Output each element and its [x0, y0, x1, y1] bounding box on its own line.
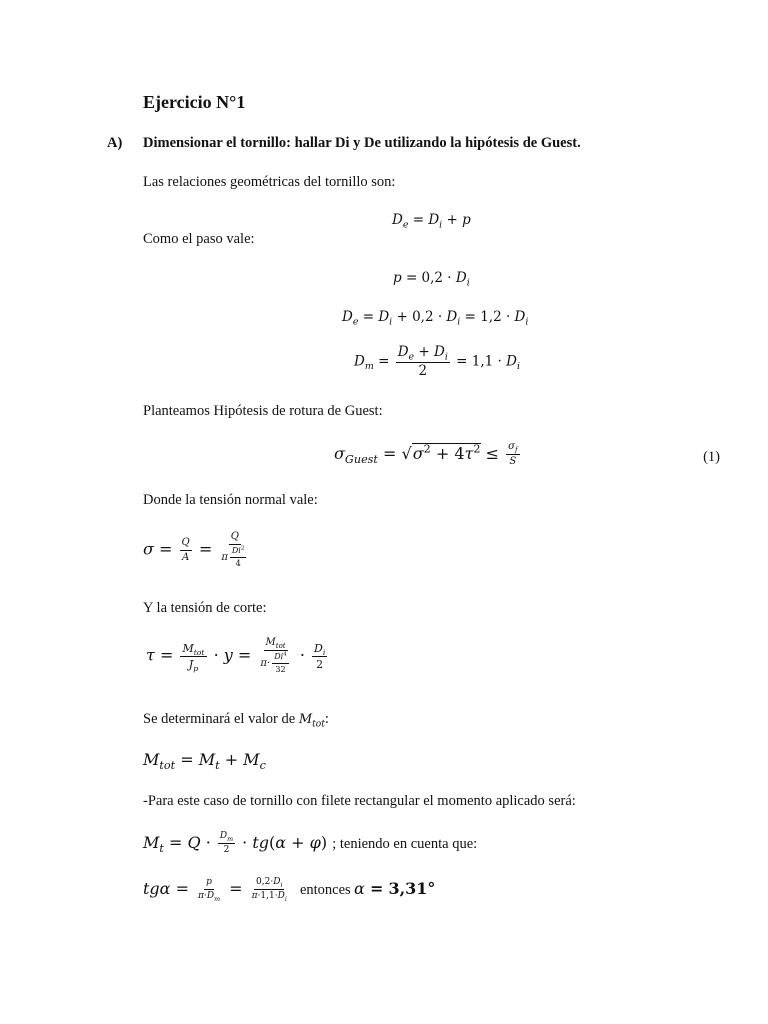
alpha-result: α = 3,31° — [354, 879, 436, 898]
equation-normal-stress: σ = $\frac{Q}{A}$ = Q π $\frac{Di^2}{4}$ — [143, 531, 245, 568]
section-heading: Dimensionar el tornillo: hallar Di y De utilizando la hipótesis de Guest. — [143, 135, 581, 151]
equation-shear-stress: τ = $\frac{M_{tot}}{J_p}$ · y = $M_{tot}$ π· $\frac{Di^4}{32}$ · $\frac{D_i}{2}$ — [146, 637, 326, 674]
paragraph-applied-moment: -Para este caso de tornillo con filete rectangular el momento aplicado será: — [143, 793, 576, 809]
equation-de-expanded: $D_e = D_i + 0,2 \cdot D_i = 1,2 \cdot D_i$ — [342, 309, 529, 328]
paragraph-normal-stress: Donde la tensión normal vale: — [143, 492, 318, 508]
equation-number: (1) — [703, 449, 720, 465]
equation-pitch: $p = 0,2 \cdot D_i$ — [393, 270, 470, 289]
equation-dm: $D_m$ = $\frac{D_e + D_i}{2}$ = $1,1 \cdot D_i$ — [354, 344, 520, 379]
paragraph-pitch: Como el paso vale: — [143, 231, 255, 247]
equation-mtot: $M_{tot} = M_t + M_c$ — [143, 750, 266, 773]
paragraph-mtot-colon: : — [324, 711, 329, 727]
paragraph-geometric-relations: Las relaciones geométricas del tornillo son: — [143, 174, 396, 190]
alpha-connector: entonces — [299, 882, 351, 898]
equation-guest: $\sigma_{Guest} = √\sigma^2 + 4\tau^2$ ≤ $\frac{\sigma_f}{S}$ — [334, 441, 518, 467]
paragraph-mtot-text: Se determinará el valor de — [143, 711, 299, 727]
exercise-title: Ejercicio N°1 — [143, 92, 246, 112]
equation-de-definition: $D_e = D_i + p$ — [392, 212, 471, 231]
paragraph-guest-hypothesis: Planteamos Hipótesis de rotura de Guest: — [143, 403, 383, 419]
paragraph-mtot-intro: Se determinará el valor de $M_{tot}$: — [143, 711, 329, 730]
alpha-value: 3,31° — [388, 879, 436, 898]
equation-mt: $M_t = Q$ · $\frac{D_m}{2}$ · tg(α + φ) ; teniendo en cuenta que: — [143, 831, 478, 856]
mt-note: ; teniendo en cuenta que: — [332, 836, 478, 852]
paragraph-shear-stress: Y la tensión de corte: — [143, 600, 267, 616]
equation-tg-alpha: tgα = $\frac{p}{\pi\cdot D_m}$ = $\frac{0,2\cdot D_i}{\pi\cdot 1,1\cdot D_i}$ entonces α = 3,31° — [143, 877, 436, 903]
section-label: A) — [107, 135, 123, 151]
